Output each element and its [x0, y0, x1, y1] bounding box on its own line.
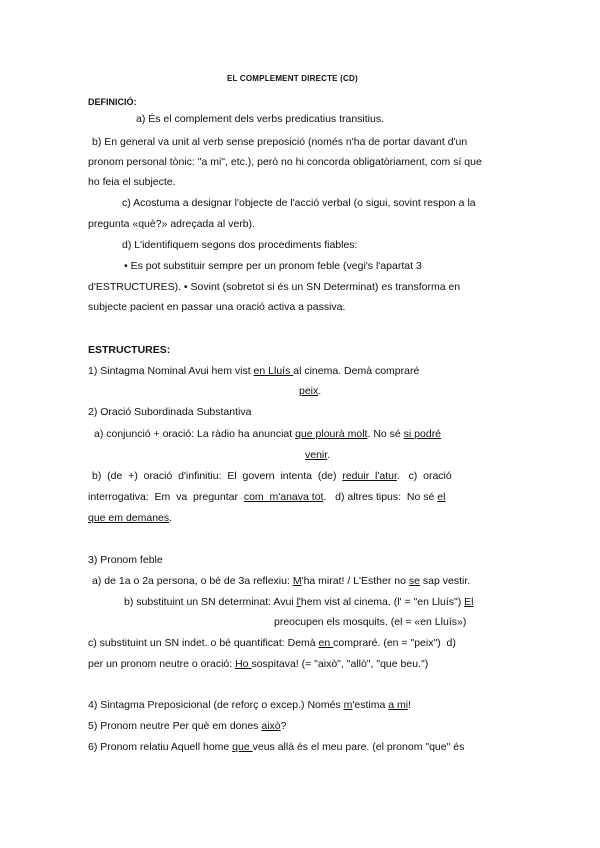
estructura-1-cont: peix.	[299, 385, 322, 397]
estructura-2d: que em demanes.	[88, 512, 173, 524]
estructura-2a: a) conjunció + oració: La ràdio ha anunciat que plourà molt. No sé si podré	[94, 428, 442, 440]
estructura-5: 5) Pronom neutre Per què em dones això?	[88, 720, 287, 732]
estructura-2c: interrogativa: Em va preguntar com m'anava tot. d) altres tipus: No sé el	[88, 491, 446, 503]
definicio-bullet-line3: subjecte pacient en passar una oració activa a passiva.	[88, 301, 346, 313]
definicio-c-line1: c) Acostuma a designar l'objecte de l'acció verbal (o sigui, sovint respon a la	[122, 197, 476, 209]
definicio-d: d) L'identifiquem segons dos procediments fiables:	[122, 239, 358, 251]
estructura-3b: b) substituint un SN determinat: Avui l'hem vist al cinema. (l' = "en Lluís") El	[124, 596, 474, 608]
definicio-bullet-line2: d'ESTRUCTURES). • Sovint (sobretot si és un SN Determinat) es transforma en	[88, 281, 461, 293]
estructura-3d: per un pronom neutre o oració: Ho sospitava! (= "això", "allò", "que beu.")	[88, 658, 429, 670]
definicio-heading: DEFINICIÓ:	[88, 97, 137, 107]
definicio-b-line2: pronom personal tònic: "a mi", etc.), però no hi concorda obligatòriament, com sí que	[88, 156, 482, 168]
estructura-1: 1) Sintagma Nominal Avui hem vist en Lluís al cinema. Demà compraré	[88, 365, 420, 377]
definicio-b-line1: b) En general va unit al verb sense preposició (només n'ha de portar davant d'un	[92, 136, 468, 148]
definicio-c-line2: pregunta «què?» adreçada al verb).	[88, 218, 255, 230]
estructura-3: 3) Pronom feble	[88, 554, 163, 566]
estructura-2a-cont: venir.	[305, 449, 331, 461]
definicio-a: a) És el complement dels verbs predicatius transitius.	[136, 113, 385, 125]
page-title: EL COMPLEMENT DIRECTE (CD)	[227, 74, 358, 83]
estructura-3b-cont: preocupen els mosquits. (el = «en Lluís»)	[274, 616, 467, 628]
estructura-3c: c) substituint un SN indet. o bé quantificat: Demà en compraré. (en = "peix") d)	[88, 637, 456, 649]
estructura-4: 4) Sintagma Preposicional (de reforç o excep.) Només m'estima a mi!	[88, 699, 411, 711]
definicio-bullet-line1: • Es pot substituir sempre per un pronom feble (vegi's l'apartat 3	[124, 260, 422, 272]
estructura-6: 6) Pronom relatiu Aquell home que veus allà és el meu pare. (el pronom "que" és	[88, 741, 465, 753]
estructura-2: 2) Oració Subordinada Substantiva	[88, 406, 252, 418]
estructura-2b: b) (de +) oració d'infinitiu: El govern intenta (de) reduir l'atur. c) oració	[92, 470, 452, 482]
estructura-3a: a) de 1a o 2a persona, o bé de 3a reflexiu: M'ha mirat! / L'Esther no se sap vestir.	[92, 575, 471, 587]
definicio-b-line3: ho feia el subjecte.	[88, 176, 176, 188]
estructures-heading: ESTRUCTURES:	[88, 344, 171, 356]
